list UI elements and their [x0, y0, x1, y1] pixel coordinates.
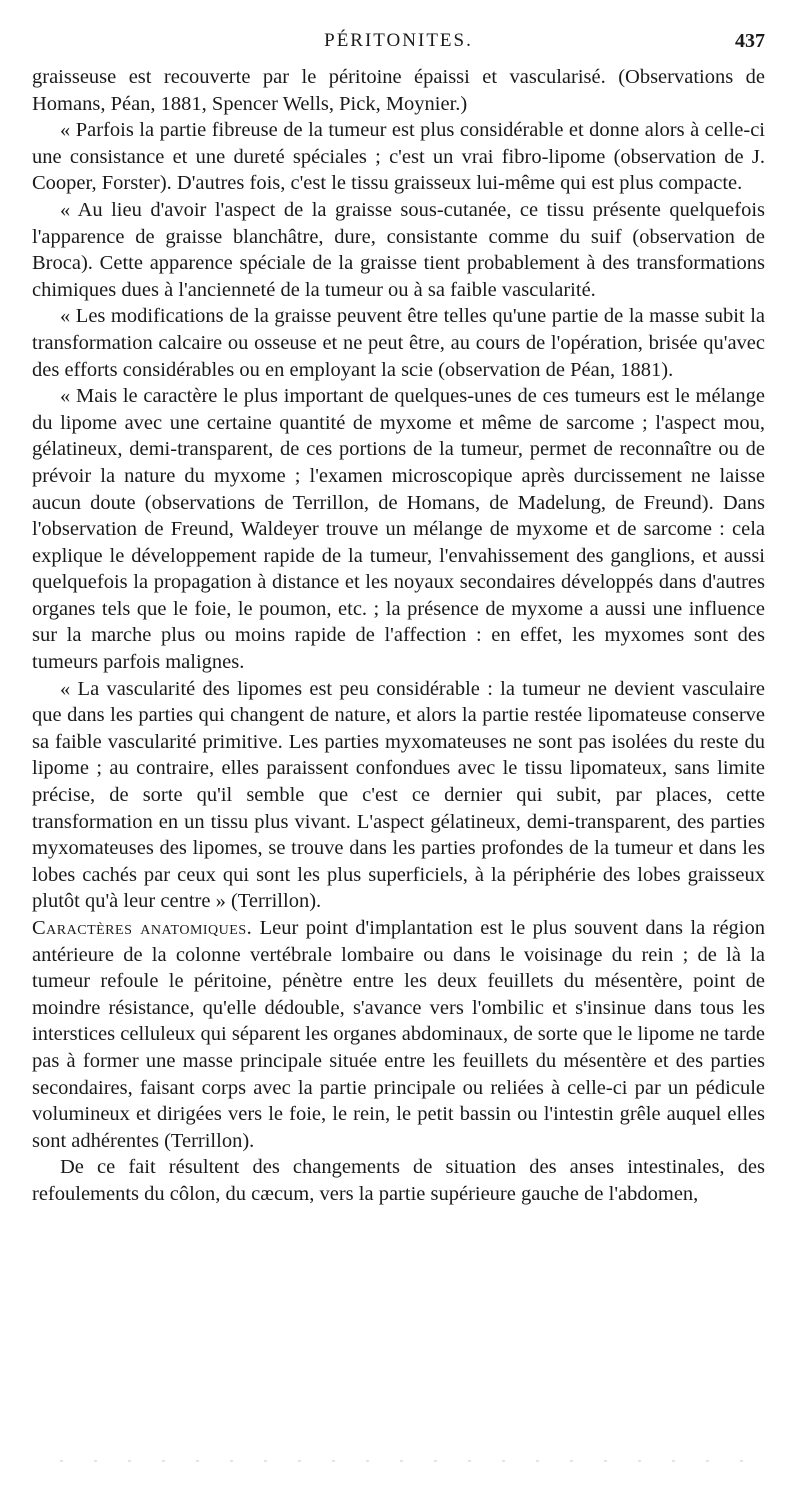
- paragraph-text: « Au lieu d'avoir l'aspect de la graisse sous-cutanée, ce tissu présente quelquefois l'apparence de graisse blanchâtre, dure, consistante comme du suif (observation de Broca). Cette apparence spéciale de la graisse tient probablement à des transformations chimiques dues à l'ancienneté de la tumeur ou à sa faible vascularité.: [32, 198, 765, 301]
- body-text: [32, 64, 765, 1208]
- paragraph-graisse-sous-cutanee: [32, 197, 765, 303]
- running-title: PÉRITONITES.: [324, 30, 473, 51]
- section-heading: Caractères anatomiques.: [32, 917, 253, 939]
- page-number: 437: [735, 30, 765, 52]
- paragraph-continuation: [32, 64, 765, 117]
- paragraph-changements-situation: [32, 1154, 765, 1207]
- paragraph-text: « La vascularité des lipomes est peu considérable : la tumeur ne devient vasculaire que dans les parties qui changent de nature, et alors la partie restée lipomateuse conserve sa faible vascularité primitive. Les parties myxomateuses ne sont pas isolées du reste du lipome ; au contraire, elles paraissent confondues avec le tissu lipomateux, sans limite précise, de sorte qu'il semble que c'est ce dernier qui subit, par places, cette transformation en un tissu plus vivant. L'aspect gélatineux, demi-transparent, des parties myxomateuses des lipomes, se trouve dans les parties profondes de la tumeur et dans les lobes cachés par ceux qui sont les plus superficiels, à la périphérie des lobes graisseux plutôt qu'à leur centre » (Terrillon).: [32, 677, 765, 913]
- running-head: [32, 30, 765, 58]
- paragraph-modifications: [32, 303, 765, 383]
- paragraph-myxome-sarcome: [32, 383, 765, 676]
- paragraph-text: « Les modifications de la graisse peuvent être telles qu'une partie de la masse subit la transformation calcaire ou osseuse et ne peut être, au cours de l'opération, brisée qu'avec des efforts considérables ou en employant la scie (observation de Péan, 1881).: [32, 305, 765, 381]
- bottom-scan-artifact: [60, 1460, 760, 1462]
- paragraph-text: graisseuse est recouverte par le péritoine épaissi et vascularisé. (Observations de Homans, Péan, 1881, Spencer Wells, Pick, Moynier.): [32, 66, 765, 115]
- paragraph-text: Leur point d'implantation est le plus souvent dans la région antérieure de la colonne vertébrale lombaire ou dans le voisinage du rein ; de là la tumeur refoule le péritoine, pénètre entre les deux feuillets du mésentère, point de moindre résistance, qu'elle dédouble, s'avance vers l'ombilic et s'insinue dans tous les interstices celluleux qui séparent les organes abdominaux, de sorte que le lipome ne tarde pas à former une masse principale située entre les feuillets du mésentère et des parties secondaires, faisant corps avec la partie principale ou reliées à celle-ci par un pédicule volumineux et dirigées vers le foie, le rein, le petit bassin ou l'intestin grêle auquel elles sont adhérentes (Terrillon).: [32, 917, 765, 1152]
- paragraph-text: « Mais le caractère le plus important de quelques-unes de ces tumeurs est le mélange du lipome avec une certaine quantité de myxome et même de sarcome ; l'aspect mou, gélatineux, demi-transparent, de ces portions de la tumeur, permet de reconnaître ou de prévoir la nature du myxome ; l'examen microscopique après durcissement ne laisse aucun doute (observations de Terrillon, de Homans, de Madelung, de Freund). Dans l'observation de Freund, Waldeyer trouve un mélange de myxome et de sarcome : cela explique le développement rapide de la tumeur, l'envahissement des ganglions, et aussi quelquefois la propagation à distance et les noyaux secondaires développés dans d'autres organes tels que le foie, le poumon, etc. ; la présence de myxome a aussi une influence sur la marche plus ou moins rapide de l'affection : en effet, les myxomes sont des tumeurs parfois malignes.: [32, 385, 765, 674]
- paragraph-text: De ce fait résultent des changements de situation des anses intestinales, des refoulements du côlon, du cæcum, vers la partie supérieure gauche de l'abdomen,: [32, 1156, 765, 1205]
- paragraph-text: « Parfois la partie fibreuse de la tumeur est plus considérable et donne alors à celle-ci une consistance et une dureté spéciales ; c'est un vrai fibro-lipome (observation de J. Cooper, Forster). D'autres fois, c'est le tissu graisseux lui-même qui est plus compacte.: [32, 119, 765, 195]
- paragraph-fibro-lipome: [32, 117, 765, 197]
- paragraph-vascularite: [32, 676, 765, 915]
- paragraph-caracteres-anatomiques: [32, 915, 765, 1154]
